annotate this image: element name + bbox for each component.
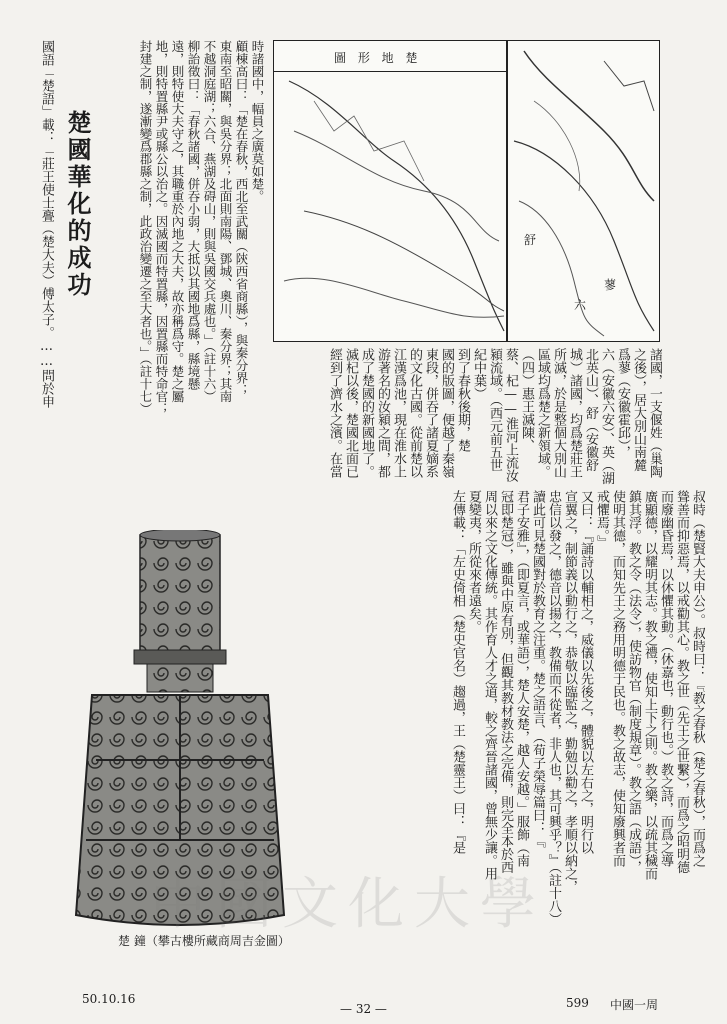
intro-text-block: [24, 40, 54, 480]
text-line: 紀中葉）: [471, 348, 486, 400]
text-line: 時諸國中，幅員之廣莫如楚。: [250, 40, 265, 203]
text-line: 周以來之文化傳統。其作育人才之道，較之齊晉諸國，曾無少讓。用: [482, 490, 497, 880]
issue-number: 599: [566, 996, 589, 1010]
figure-caption: 楚 鐘（攀古樓所藏商周吉金圖）: [118, 934, 290, 948]
map-figure: [273, 40, 660, 342]
text-line: 聳善而抑惡焉，以戒勸其心。教之世（先王之世繫），而爲之昭明德: [674, 490, 689, 874]
text-line: 宣翼之，制節義以動行之，恭敬以臨監之，勤勉以勸之，孝順以納之，: [562, 490, 577, 893]
text-line: 地，則特置縣尹或縣公以治之。因滅國而特置縣，因置縣而特命官；: [154, 40, 169, 415]
text-line: 而廢幽昏焉，以休懼其動。（休嘉也，動行也。）教之詩，而爲之導: [658, 490, 673, 867]
page-number: — 32 —: [340, 1002, 387, 1016]
text-line: 廣顯德，以耀明其志。教之禮，使知上下之則。教之樂，以疏其穢而: [642, 490, 657, 880]
map-place-lu: 六: [574, 298, 587, 312]
text-line: 封建之制，遂漸變爲郡縣之制，此政治變遷之至大者也。」（註十七）: [138, 40, 153, 415]
text-line: 柳詒徵曰：「春秋諸國，併吞小弱，大抵以其國地爲縣，縣境懸: [186, 40, 201, 390]
text-line: 冠即楚冠），雖與中原有別，但觀其教材教法之完備，則完全本於西: [498, 490, 513, 874]
text-line: 鎮其浮。教之令（法令），使訪物官（制度規章）。教之語（成語），: [626, 490, 641, 874]
text-line: 遠，則特使大夫守之，其職重於內地之大夫，故亦稱爲守。楚之屬: [170, 40, 185, 403]
text-line: 君子安雅』，（即夏言，或華語），楚人安楚，越人安越。」服飾（南: [514, 490, 529, 867]
text-line: 東段，併吞了諸夏嫡系: [423, 348, 438, 478]
text-line: 到了春秋後期，楚: [455, 348, 470, 452]
text-line: 諸國，一支偃姓（巢陶: [647, 348, 662, 478]
text-line: 叔時（楚賢大夫申公）。叔時曰：『教之春秋（楚之春秋），而爲之: [690, 490, 705, 867]
top-left-text-block: [100, 40, 265, 480]
text-line: 所滅，於是整個大別山: [551, 348, 566, 478]
text-line: 讀此可見楚國對於教育之注重。楚之語言、（荀子榮辱篇曰：『: [530, 490, 545, 848]
text-line: 經到了濟水之濱。在當: [327, 348, 342, 478]
text-line: 國的版圖，便越了秦嶺: [439, 348, 454, 478]
map-lines: [274, 41, 659, 341]
text-line: 江漢爲池，現在淮水上: [391, 348, 406, 478]
text-line: 潁流域。（西元前五世: [487, 348, 502, 472]
text-line: 爲蓼（安徽霍邱），: [615, 348, 630, 459]
text-line: 成了楚國的新國地了。: [359, 348, 374, 478]
text-line: 不越洞庭湖；六合、燕湖及碍山，則與吳國交兵處也。」（註十六）: [202, 40, 217, 403]
text-line: 左傳載：「左史倚相（楚史官名）趨過，王（楚靈王）曰：『是: [450, 490, 465, 854]
map-place-shu: 舒: [524, 233, 537, 247]
middle-text-block: [262, 348, 662, 488]
text-line: 國語「楚語」載：「莊王使士亹（楚大夫）傅太子。……問於申: [39, 40, 54, 408]
text-line: 之後），居大別山南麓: [631, 348, 646, 472]
map-divider: [506, 41, 508, 341]
text-line: 六（安徽六安）、英（湖: [599, 348, 614, 485]
map-place-liao: 蓼: [604, 278, 617, 292]
text-line: 游著名的汝潁之間，都: [375, 348, 390, 478]
text-line: 北英山）、舒（安徽舒: [583, 348, 598, 472]
text-line: 戒懼焉。』: [594, 490, 609, 549]
text-line: 東南至昭關，與吳分界；北面則南陽、鄧城、奧川、秦分界；其南: [218, 40, 233, 403]
text-line: 滅杞以後，楚國北面已: [343, 348, 358, 478]
text-line: 區域均爲楚之新領域。: [535, 348, 550, 478]
article-title: 楚國華化的成功: [63, 110, 92, 299]
footer-date: 50.10.16: [82, 992, 136, 1006]
text-line: 夏變夷，所從來者遠矣。: [466, 490, 481, 633]
text-line: 忠信以發之，德音以揚之，教備而不從者，非人也，其可興乎？』（註十八）: [546, 490, 561, 926]
watermark: 中國文化大學: [150, 872, 546, 937]
text-line: 又曰：『誦詩以輔相之，威儀以先後之，體貌以左右之，明行以: [578, 490, 593, 854]
text-line: 使明其德，而知先王之務用明德于民也。教之故志，使知廢興者而: [610, 490, 625, 867]
periodical-name: 中國一周: [610, 998, 659, 1012]
text-line: 顧棟高曰：「楚在春秋，西北至武關（陝西省商縣），與秦分界；: [234, 40, 249, 397]
map-header: 圖 形 地 楚: [334, 51, 422, 65]
text-line: （四）惠王滅陳、: [519, 348, 534, 452]
text-line: 城）諸國，均爲楚莊王: [567, 348, 582, 478]
text-line: 的文化古國。從前楚以: [407, 348, 422, 478]
text-line: 蔡、杞——淮河上流汝: [503, 348, 518, 482]
